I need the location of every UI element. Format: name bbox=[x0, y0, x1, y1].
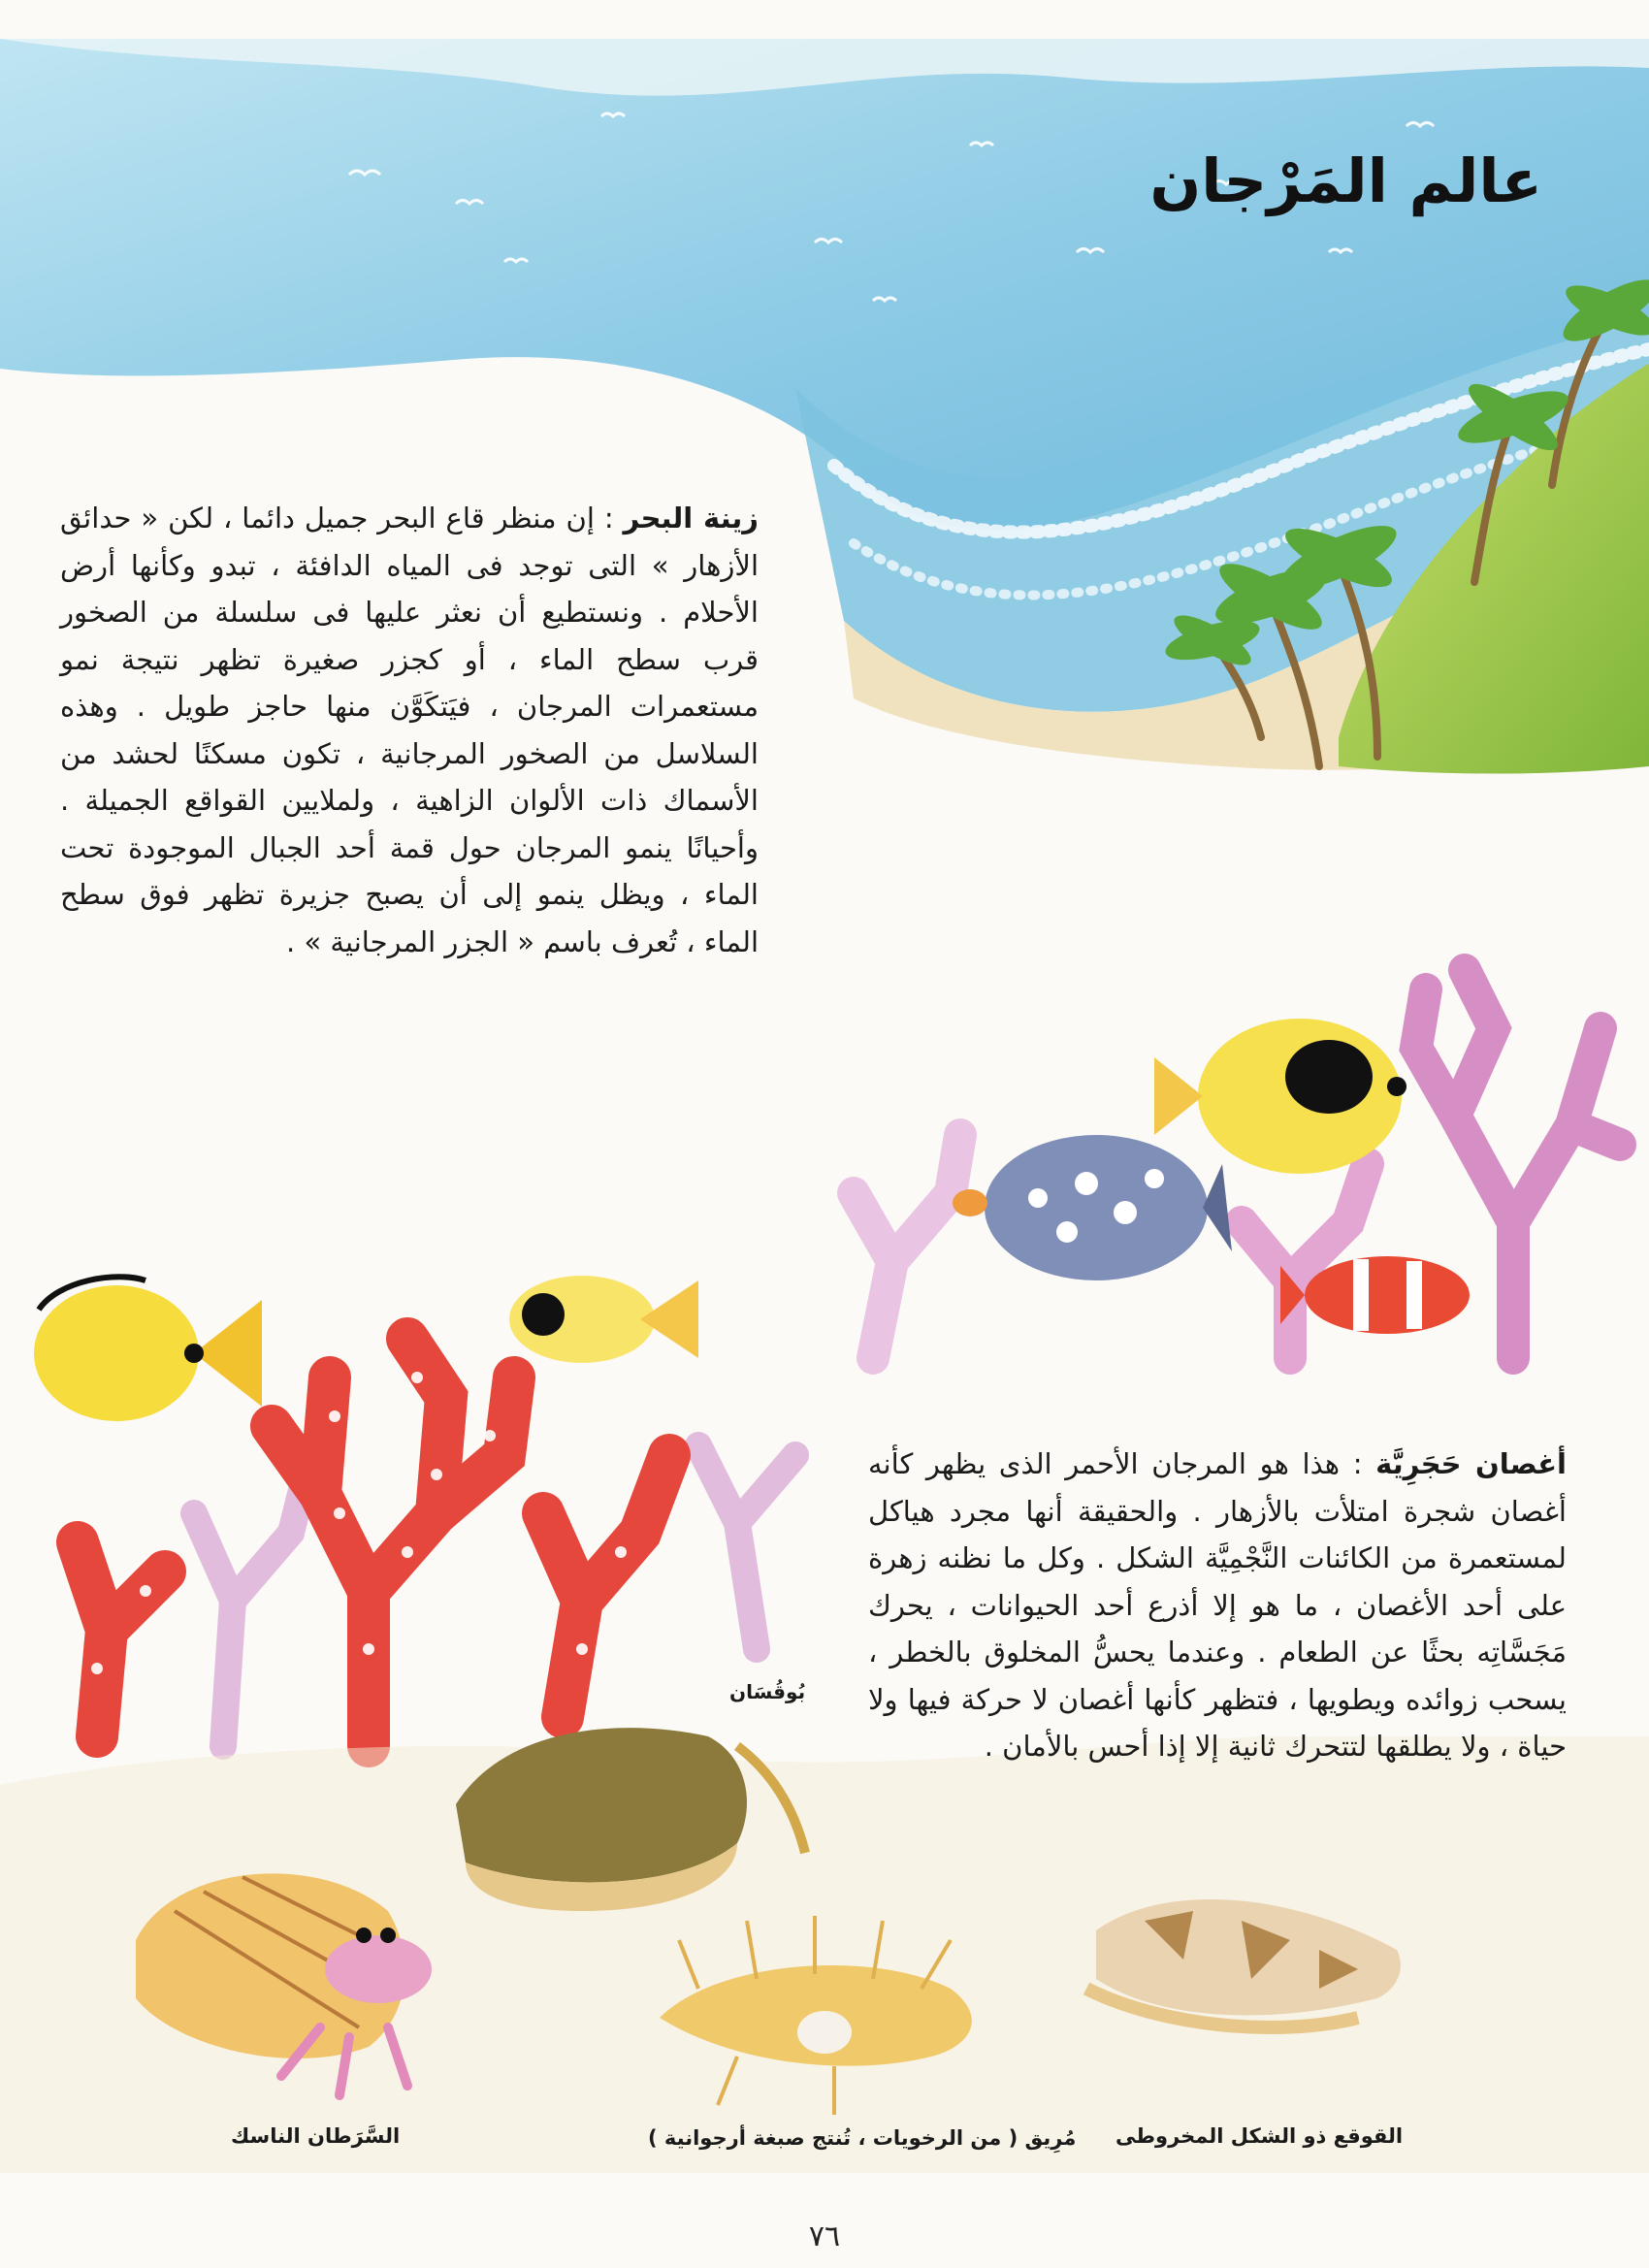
caption-whelk: بُوقُسَان bbox=[729, 1680, 806, 1703]
page-number: ٧٦ bbox=[808, 2219, 841, 2253]
butterflyfish-top bbox=[1154, 1019, 1406, 1174]
section-heading: أغصان حَجَرِيَّة bbox=[1375, 1447, 1567, 1480]
page-title: عالم المَرْجان bbox=[1149, 146, 1542, 216]
pink-coral bbox=[854, 970, 1620, 1358]
triggerfish bbox=[953, 1135, 1232, 1280]
butterflyfish bbox=[34, 1277, 262, 1421]
section-body: : إن منظر قاع البحر جميل دائما ، لكن « حدائق الأزهار » التى توجد فى المياه الدافئة ، تبدو وكأنها أرض الأحلام . ونستطيع أن نعثر عليها فى سلسلة من الصخور قرب سطح الماء ، أو كجزر صغيرة تظهر نتيجة نمو مستعمرات المرجان ، فيَتكَوَّن منها حاجز طويل . وهذه السلاسل من الصخور المرجانية ، تكون مسكنًا لحشد من الأسماك ذات الألوان الزاهية ، ولملايين القواقع الجميلة . وأحيانًا ينمو المرجان حول قمة أحد الجبال الموجودة تحت الماء ، ويظل ينمو إلى أن يصبح جزيرة تظهر فوق سطح الماء ، تُعرف باسم « الجزر المرجانية » . bbox=[60, 502, 759, 958]
butterflyfish-small bbox=[509, 1276, 698, 1363]
section-coral-beauty bbox=[60, 495, 759, 965]
caption-hermit-crab: السَّرَطان الناسك bbox=[231, 2124, 401, 2148]
caption-cone-shell: القوقع ذو الشكل المخروطى bbox=[1116, 2124, 1404, 2148]
section-body: : هذا هو المرجان الأحمر الذى يظهر كأنه أغصان شجرة امتلأت بالأزهار . والحقيقة أنها مجرد هياكل لمستعمرة من الكائنات النَّجْمِيَّة الشكل . وكل ما نظنه زهرة على أحد الأغصان ، ما هو إلا أذرع أحد الحيوانات ، يحرك مَجَسَّاتِه بحثًا عن الطعام . وعندما يحسُّ المخلوق بالخطر ، يسحب زوائده ويطويها ، فتظهر كأنها أغصان لا حركة فيها ولا حياة ، ولا يطلقها لتتحرك ثانية إلا إذا أحس بالأمان . bbox=[868, 1447, 1567, 1763]
section-heading: زينة البحر bbox=[623, 502, 759, 535]
section-stony-branches bbox=[868, 1441, 1567, 1770]
caption-murex: مُرِيق ( من الرخويات ، تُنتج صبغة أرجوانية ) bbox=[648, 2126, 1077, 2150]
